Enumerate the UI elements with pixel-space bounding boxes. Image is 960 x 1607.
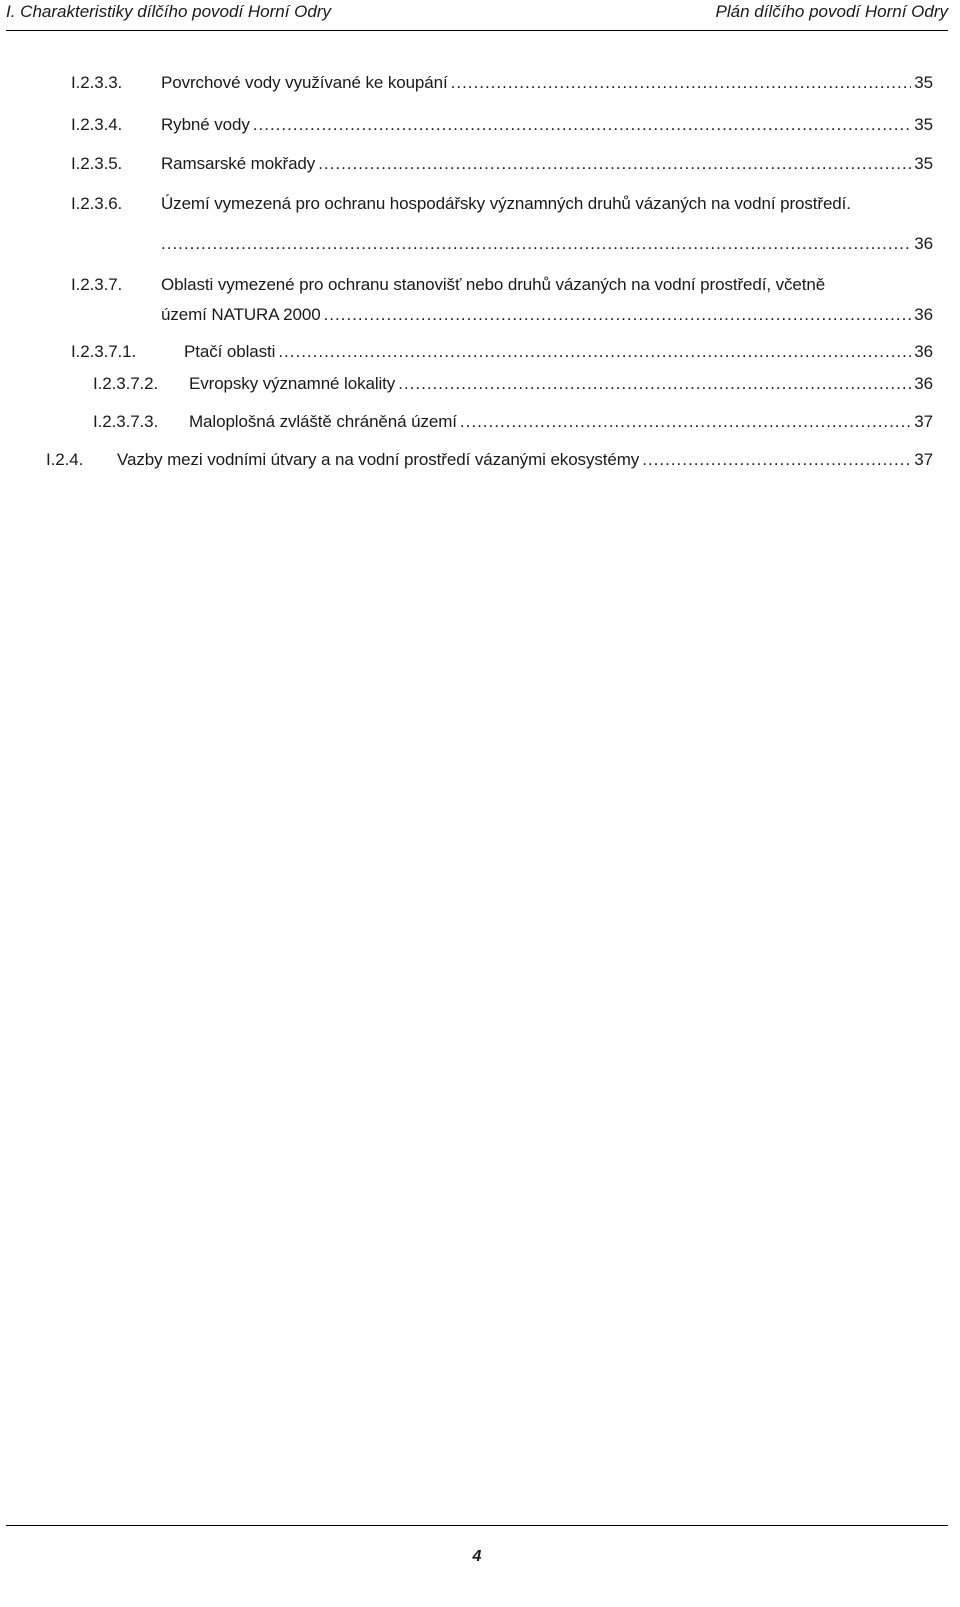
toc-entry-number: I.2.3.7. [71,275,123,294]
toc-entry[interactable] [0,410,960,434]
toc-entry[interactable] [0,152,960,176]
toc-entry-number: I.2.3.3. [71,73,123,92]
toc-entry-page: 35 [914,73,933,92]
toc-entry-page: 37 [914,412,933,431]
toc-entry-title: Ramsarské mokřady [161,154,316,173]
toc-entry-title: Maloplošná zvláště chráněná území [189,412,457,431]
toc-entry-number: I.2.3.7.2. [93,374,159,393]
toc-entry-number: I.2.3.7.3. [93,412,159,431]
header-document-title: I. Charakteristiky dílčího povodí Horní Odry [6,2,332,21]
toc-entry-page: 35 [914,154,933,173]
toc-leader-dots [278,340,911,364]
toc-leader-dots [253,113,912,137]
page-number: 4 [472,1548,482,1565]
toc-entry-title: Vazby mezi vodními útvary a na vodní prostředí vázanými ekosystémy [117,450,640,469]
toc-leader-dots [642,448,911,472]
toc-entry-number: I.2.3.7.1. [71,342,137,361]
toc-entry-title: Území vymezená pro ochranu hospodářsky významných druhů vázaných na vodní prostředí. [161,194,851,213]
toc-leader-dots [398,372,911,396]
toc-entry[interactable] [0,340,960,364]
toc-entry-number: I.2.3.5. [71,154,123,173]
toc-entry-number: I.2.3.4. [71,115,123,134]
toc-entry-title-line2: území NATURA 2000 [161,305,321,324]
toc-entry-page: 36 [914,305,933,324]
header-plan-title: Plán dílčího povodí Horní Odry [715,2,948,21]
toc-entry[interactable] [0,372,960,396]
toc-entry-page: 36 [914,342,933,361]
toc-entry-number: I.2.4. [46,450,84,469]
toc-entry-page: 36 [914,234,933,253]
toc-entry-page: 35 [914,115,933,134]
toc-entry-page: 36 [914,374,933,393]
toc-entry[interactable] [0,448,960,472]
toc-entry[interactable] [0,71,960,95]
toc-entry-page: 37 [914,450,933,469]
toc-leader-dots [451,71,912,95]
toc-entry-title: Ptačí oblasti [184,342,276,361]
toc-entry-title: Povrchové vody využívané ke koupání [161,73,448,92]
toc-leader-dots [460,410,911,434]
page-header [6,0,948,31]
toc-leader-dots [161,232,911,256]
toc-entry-title-line1: Oblasti vymezené pro ochranu stanovišť nebo druhů vázaných na vodní prostředí, včetně [161,275,826,294]
toc-entry[interactable] [0,113,960,137]
toc-entry[interactable] [0,273,960,337]
toc-entry-number: I.2.3.6. [71,194,123,213]
toc-entry-title: Rybné vody [161,115,250,134]
page-footer [6,1525,948,1586]
toc-entry[interactable] [0,192,960,256]
toc-leader-dots [324,303,912,327]
toc-entry-title: Evropsky významné lokality [189,374,396,393]
toc-leader-dots [318,152,911,176]
